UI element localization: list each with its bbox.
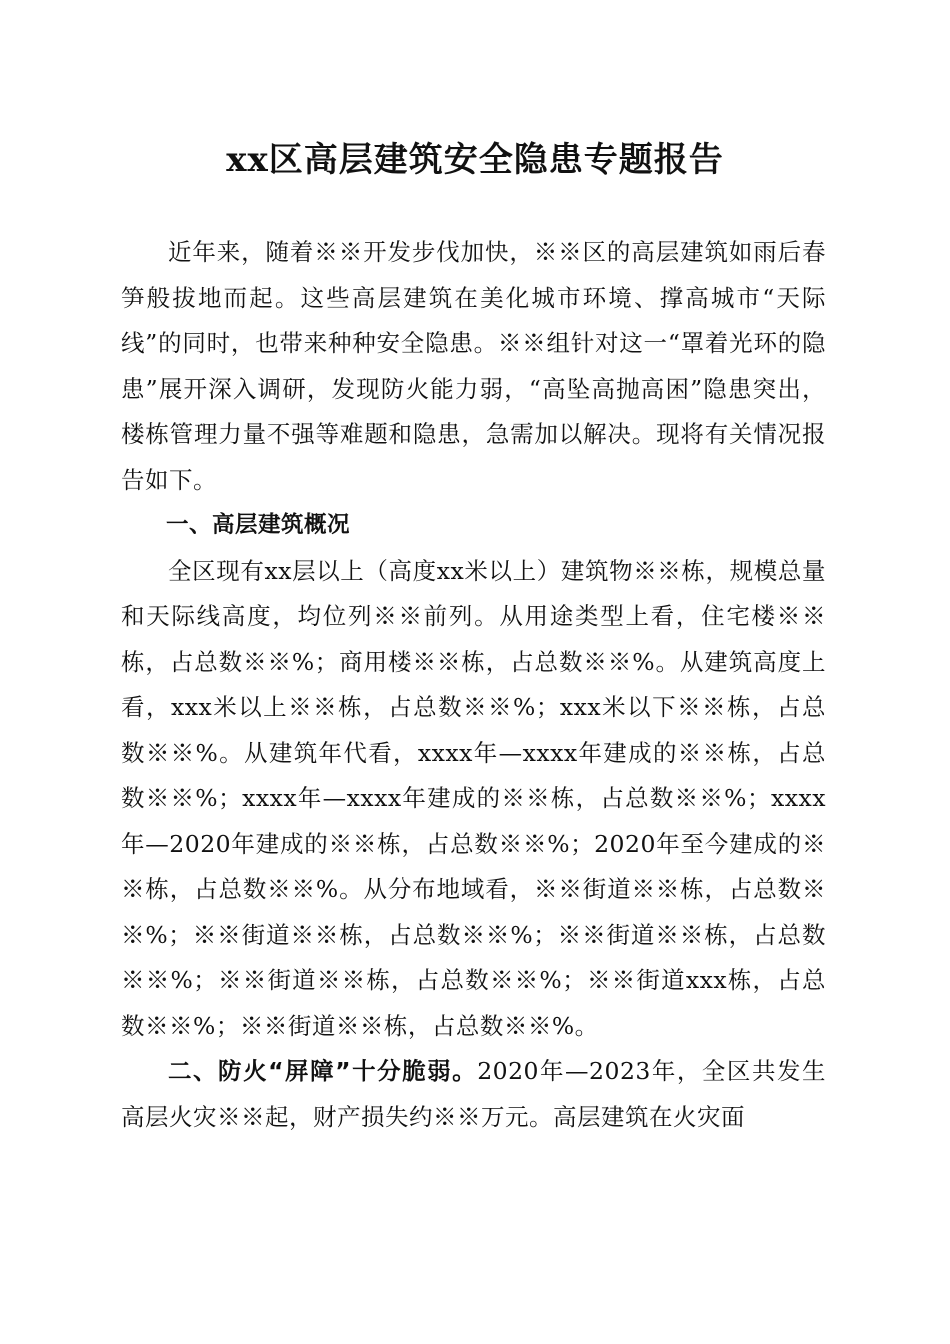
section-2-text: 2020年—2023年，全区共发生高层火灾※※起，财产损失约※※万元。高层建筑在火灾面 <box>121 1057 826 1131</box>
document-body <box>121 230 826 1140</box>
section-1-heading: 一、高层建筑概况 <box>166 512 351 538</box>
section-2-lead: 二、防火“屏障”十分脆弱。 <box>168 1057 478 1085</box>
document-title: xx区高层建筑安全隐患专题报告 <box>226 140 724 180</box>
section-1-paragraph: 全区现有xx层以上（高度xx米以上）建筑物※※栋，规模总量和天际线高度，均位列※※前列。从用途类型上看，住宅楼※※栋，占总数※※%；商用楼※※栋，占总数※※%。从建筑高度上看，xxx米以上※※栋，占总数※※%；xxx米以下※※栋，占总数※※%。从建筑年代看，xxxx年—xxxx年建成的※※栋，占总数※※%；xxxx年—xxxx年建成的※※栋，占总数※※%；xxxx年—2020年建成的※※栋，占总数※※%；2020年至今建成的※※栋，占总数※※%。从分布地域看，※※街道※※栋，占总数※※%；※※街道※※栋，占总数※※%；※※街道※※栋，占总数※※%；※※街道※※栋，占总数※※%；※※街道xxx栋，占总数※※%；※※街道※※栋，占总数※※%。 <box>121 556 826 1040</box>
section-2-paragraph <box>121 1049 826 1140</box>
intro-paragraph: 近年来，随着※※开发步伐加快，※※区的高层建筑如雨后春笋般拔地而起。这些高层建筑在美化城市环境、撑高城市“天际线”的同时，也带来种种安全隐患。※※组针对这一“罩着光环的隐患”展开深入调研，发现防火能力弱，“高坠高抛高困”隐患突出，楼栋管理力量不强等难题和隐患，急需加以解决。现将有关情况报告如下。 <box>121 238 826 494</box>
